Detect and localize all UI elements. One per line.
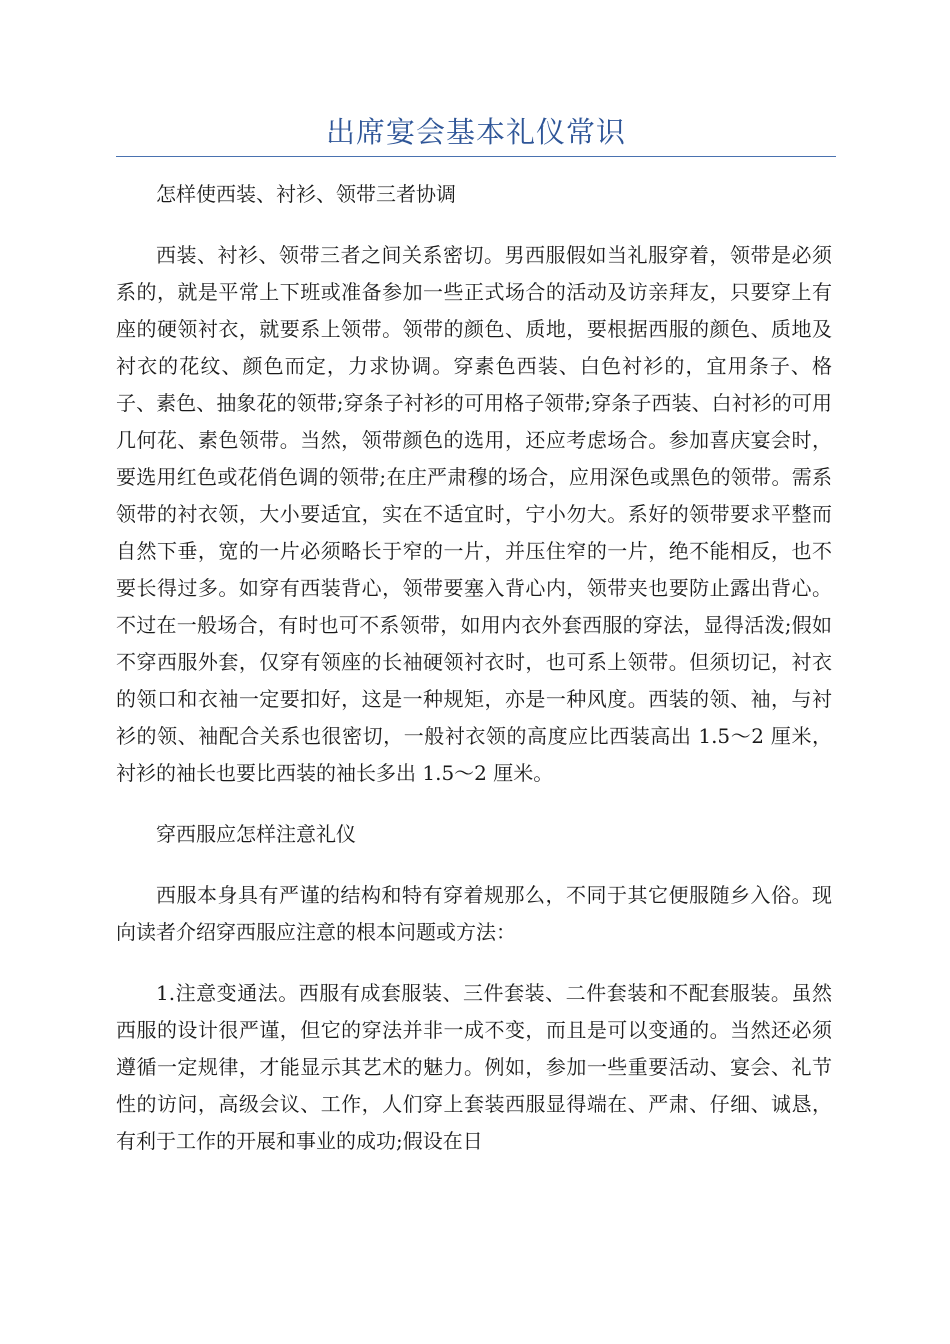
title-block [116, 110, 836, 157]
section-heading-tie-coordination: 怎样使西装、衬衫、领带三者协调 [156, 182, 456, 206]
document-body [116, 176, 832, 1184]
document-title: 出席宴会基本礼仪常识 [325, 115, 626, 149]
paragraph-tie-coordination: 西装、衬衫、领带三者之间关系密切。男西服假如当礼服穿着，领带是必须系的，就是平常上下班或准备参加一些正式场合的活动及访亲拜友，只要穿上有座的硬领衬衣，就要系上领带。领带的颜色、质地，要根据西服的颜色、质地及衬衣的花纹、颜色而定，力求协调。穿素色西装、白色衬衫的，宜用条子、格子、素色、抽象花的领带;穿条子衬衫的可用格子领带;穿条子西装、白衬衫的可用几何花、素色领带。当然，领带颜色的选用，还应考虑场合。参加喜庆宴会时，要选用红色或花俏色调的领带;在庄严肃穆的场合，应用深色或黑色的领带。需系领带的衬衣领，大小要适宜，实在不适宜时，宁小勿大。系好的领带要求平整而自然下垂，宽的一片必须略长于窄的一片，并压住窄的一片，绝不能相反，也不要长得过多。如穿有西装背心，领带要塞入背心内，领带夹也要防止露出背心。不过在一般场合，有时也可不系领带，如用内衣外套西服的穿法，显得活泼;假如不穿西服外套，仅穿有领座的长袖硬领衬衣时，也可系上领带。但须切记，衬衣的领口和衣袖一定要扣好，这是一种规矩，亦是一种风度。西装的领、袖，与衬衫的领、袖配合关系也很密切，一般衬衣领的高度应比西装高出 1.5～2 厘米，衬衫的袖长也要比西装的袖长多出 1.5～2 厘米。 [116, 243, 832, 785]
paragraph-suit-intro: 西服本身具有严谨的结构和特有穿着规那么，不同于其它便服随乡入俗。现向读者介绍穿西服应注意的根本问题或方法： [116, 883, 832, 944]
section-heading-suit-etiquette: 穿西服应怎样注意礼仪 [156, 822, 356, 846]
paragraph-suit-rule-1: 1.注意变通法。西服有成套服装、三件套装、二件套装和不配套服装。虽然西服的设计很严谨，但它的穿法并非一成不变，而且是可以变通的。当然还必须遵循一定规律，才能显示其艺术的魅力。例如，参加一些重要活动、宴会、礼节性的访问，高级会议、工作，人们穿上套装西服显得端在、严肃、仔细、诚恳，有利于工作的开展和事业的成功;假设在日 [116, 981, 832, 1153]
